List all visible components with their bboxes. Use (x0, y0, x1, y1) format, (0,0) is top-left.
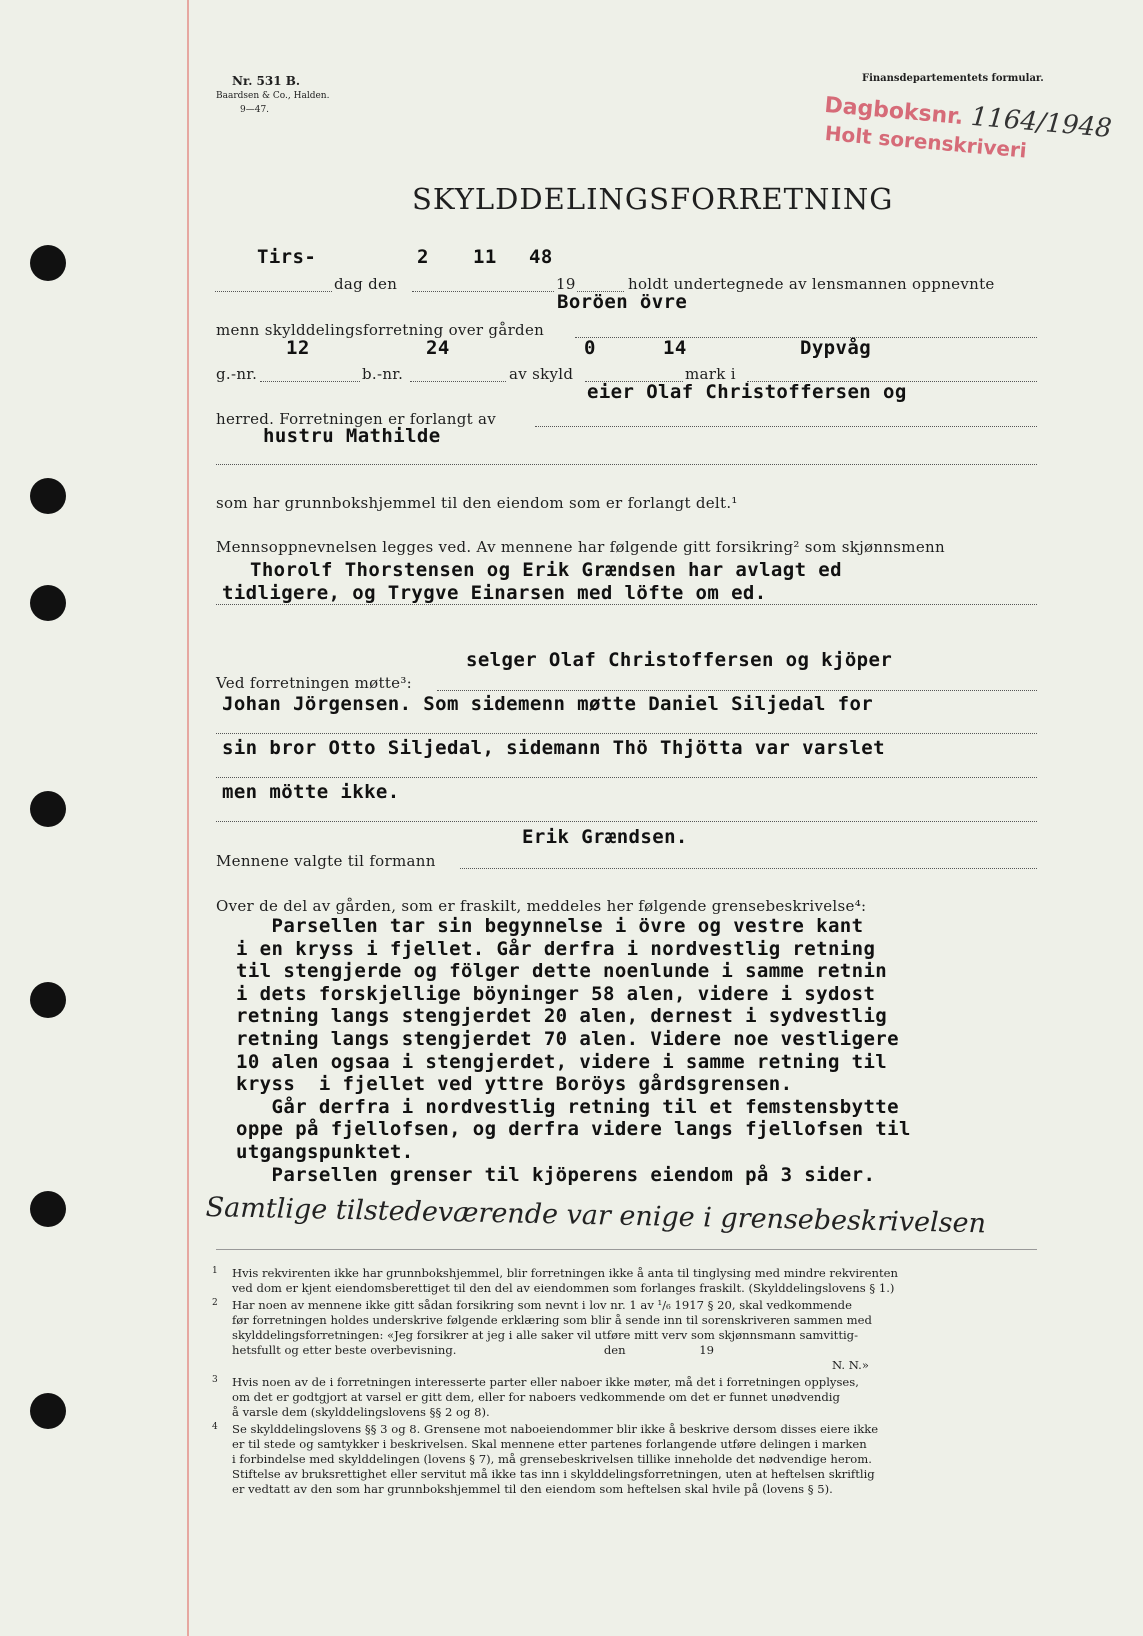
stamp-office: Holt sorenskriveri (823, 121, 1028, 163)
footnote-line: Har noen av mennene ikke gitt sådan forsikring som nevnt i lov nr. 1 av ¹/₆ 1917 § 20, skal vedkommende (232, 1298, 852, 1312)
footnote-signature: N. N.» (832, 1358, 869, 1372)
boundary-line: 10 alen ogsaa i stengjerdet, videre i samme retning til (236, 1050, 888, 1073)
print-date: 9—47. (240, 105, 270, 115)
held-text: holdt undertegnede av lensmannen oppnevnte (628, 275, 995, 293)
footnote-line: ved dom er kjent eiendomsberettiget til den del av eiendommen som forlanges fraskilt. (Skylddelingslovens § 1.) (232, 1281, 895, 1295)
present-line-3: sin bror Otto Siljedal, sidemann Thö Thjötta var varslet (222, 737, 885, 759)
boundary-line: Parsellen grenser til kjöperens eiendom på 3 sider. (236, 1163, 876, 1186)
footnote-line: skylddelingsforretningen: «Jeg forsikrer at jeg i alle saker vil utføre mitt verv som skjønnsmann samvittig- (232, 1328, 859, 1342)
punch-hole (30, 1191, 66, 1227)
printer-name: Baardsen & Co., Halden. (216, 91, 330, 101)
footnote-line: hetsfullt og etter beste overbevisning. den 19 (232, 1343, 715, 1357)
boundary-line: utgangspunktet. (236, 1140, 414, 1163)
stamp-label: Dagboksnr. (823, 92, 965, 131)
bnr-value: 24 (426, 337, 450, 359)
present-line-4: men mötte ikke. (222, 781, 400, 803)
boundary-line: til stengjerde og fölger dette noenlunde i samme retnin (236, 960, 888, 983)
day-label: dag den (334, 275, 398, 293)
footnote-line: å varsle dem (skylddelingslovens §§ 2 og 8). (232, 1405, 490, 1419)
boundary-line: i dets forskjellige böyninger 58 alen, videre i sydost (236, 982, 876, 1005)
footnotes (212, 1266, 1042, 1497)
boundary-line: retning langs stengjerdet 70 alen. Videre noe vestligere (236, 1027, 899, 1050)
footnote-line: om det er godtgjort at varsel er gitt dem, eller for naboers vedkommende om det er funnet unødvendig (232, 1390, 840, 1404)
ministry-form: Finansdepartementets formular. (862, 73, 1044, 84)
footnote-2: 2 Har noen av mennene ikke gitt sådan forsikring som nevnt i lov nr. 1 av ¹/₆ 1917 § 20, skal vedkommende før forretningen holdes underskrive følgende erklæring som blir å sende inn til sorenskriveren sammen med skylddelingsforretningen: «Jeg forsikrer at jeg i alle saker vil utføre mitt verv som skjønnsmann samvittig- hetsfullt og etter beste overbevisning. den 19 N. N.» (212, 1298, 1042, 1373)
boundary-line: retning langs stengjerdet 20 alen, dernest i sydvestlig (236, 1005, 888, 1028)
document-title: SKYLDDELINGSFORRETNING (412, 182, 894, 216)
footnote-4: 4 Se skylddelingslovens §§ 3 og 8. Grensene mot naboeiendommer blir ikke å beskrive dersom disses eiere ikke er til stede og samtykker i beskrivelsen. Skal mennene etter partenes forlangende utføre delingen i marken i forbindelse med skylddelingen (lovens § 7), må grensebeskrivelsen tillike inneholde det nødvendige herom. Stiftelse av bruksrettighet eller servitut må ikke tas inn i skylddelingsforretningen, uten at heftelsen skriftlig er vedtatt av den som har grunnbokshjemmel til den eiendom som heftelsen skal hvile på (lovens § 5). (212, 1422, 1042, 1497)
date-year: 48 (529, 246, 553, 268)
punch-hole (30, 791, 66, 827)
owner-line-2: hustru Mathilde (263, 425, 441, 447)
boundary-line: i en kryss i fjellet. Går derfra i nordvestlig retning (236, 937, 876, 960)
margin-line (187, 0, 189, 1636)
oath-line-1: Thorolf Thorstensen og Erik Grændsen har avlagt ed (250, 559, 842, 581)
mark-value: 14 (663, 337, 687, 359)
present-line-2: Johan Jörgensen. Som sidemenn møtte Daniel Siljedal for (222, 693, 874, 715)
herred-text: herred. Forretningen er forlangt av (216, 410, 497, 428)
punch-hole (30, 478, 66, 514)
footnote-line: er til stede og samtykker i beskrivelsen. Skal mennene etter partenes forlangende utføre delingen i marken (232, 1437, 867, 1451)
farm-name: Boröen övre (557, 291, 688, 313)
municipality: Dypvåg (800, 337, 872, 359)
skyld-value: 0 (584, 337, 596, 359)
boundary-line: oppe på fjellofsen, og derfra videre langs fjellofsen til (236, 1118, 911, 1141)
oath-line-2: tidligere, og Trygve Einarsen med löfte om ed. (222, 582, 767, 604)
footnote-line: Hvis rekvirenten ikke har grunnbokshjemmel, blir forretningen ikke å anta til tinglysing med mindre rekvirenten (232, 1266, 898, 1280)
footnote-line: Hvis noen av de i forretningen interesserte parter eller naboer ikke møter, må det i forretningen opplyses, (232, 1375, 859, 1389)
present-line-1: selger Olaf Christoffersen og kjöper (466, 649, 893, 671)
footnote-line: er vedtatt av den som har grunnbokshjemmel til den eiendom som heftelsen skal hvile på (lovens § 5). (232, 1482, 833, 1496)
year-prefix: 19 (556, 275, 576, 293)
chairman-name: Erik Grændsen. (522, 826, 688, 848)
gnr-label: g.-nr. (216, 365, 258, 383)
skyld-label: av skyld (509, 365, 574, 383)
boundary-line: kryss i fjellet ved yttre Boröys gårdsgrensen. (236, 1073, 793, 1096)
footnote-line: før forretningen holdes underskrive følgende erklæring som blir å sende inn til sorenskriveren sammen med (232, 1313, 872, 1327)
mark-label: mark i (685, 365, 736, 383)
footnote-line: Stiftelse av bruksrettighet eller servitut må ikke tas inn i skylddelingsforretningen, uten at heftelsen skriftlig (232, 1467, 875, 1481)
date-month: 11 (473, 246, 497, 268)
journal-number: 1164/1948 (969, 101, 1113, 144)
form-number: Nr. 531 B. (232, 74, 301, 88)
present-label: Ved forretningen møtte³: (216, 674, 413, 692)
gnr-value: 12 (286, 337, 310, 359)
date-day: 2 (417, 246, 429, 268)
punch-hole (30, 245, 66, 281)
boundary-label: Over de del av gården, som er fraskilt, meddeles her følgende grensebeskrivelse⁴: (216, 897, 867, 915)
boundary-line: Parsellen tar sin begynnelse i övre og vestre kant (236, 915, 864, 937)
punch-hole (30, 982, 66, 1018)
oppnevnelse-text: Mennsoppnevnelsen legges ved. Av mennene har følgende gitt forsikring² som skjønnsmenn (216, 538, 945, 556)
footnote-1: 1 Hvis rekvirenten ikke har grunnbokshjemmel, blir forretningen ikke å anta til tinglysing med mindre rekvirenten ved dom er kjent eiendomsberettiget til den del av eiendommen som forlanges fraskilt. (Skylddelingslovens § 1.) (212, 1266, 1042, 1296)
farm-label: menn skylddelingsforretning over gården (216, 321, 545, 339)
boundary-line: Går derfra i nordvestlig retning til et femstensbytte (236, 1095, 899, 1118)
day-typed: Tirs- (257, 246, 317, 268)
boundary-description (236, 915, 911, 1186)
owner-line-1: eier Olaf Christoffersen og (587, 381, 907, 403)
chairman-label: Mennene valgte til formann (216, 852, 436, 870)
footnote-line: i forbindelse med skylddelingen (lovens § 7), må grensebeskrivelsen tillike inneholde det nødvendige herom. (232, 1452, 872, 1466)
footnote-line: Se skylddelingslovens §§ 3 og 8. Grensene mot naboeiendommer blir ikke å beskrive dersom disses eiere ikke (232, 1422, 879, 1436)
punch-hole (30, 1393, 66, 1429)
punch-hole (30, 585, 66, 621)
bnr-label: b.-nr. (362, 365, 404, 383)
footnote-3: 3 Hvis noen av de i forretningen interesserte parter eller naboer ikke møter, må det i forretningen opplyses, om det er godtgjort at varsel er gitt dem, eller for naboers vedkommende om det er funnet unødvendig å varsle dem (skylddelingslovens §§ 2 og 8). (212, 1375, 1042, 1420)
hjemmel-text: som har grunnbokshjemmel til den eiendom som er forlangt delt.¹ (216, 494, 738, 512)
handwritten-note: Samtlige tilstedeværende var enige i grensebeskrivelsen (205, 1192, 987, 1240)
